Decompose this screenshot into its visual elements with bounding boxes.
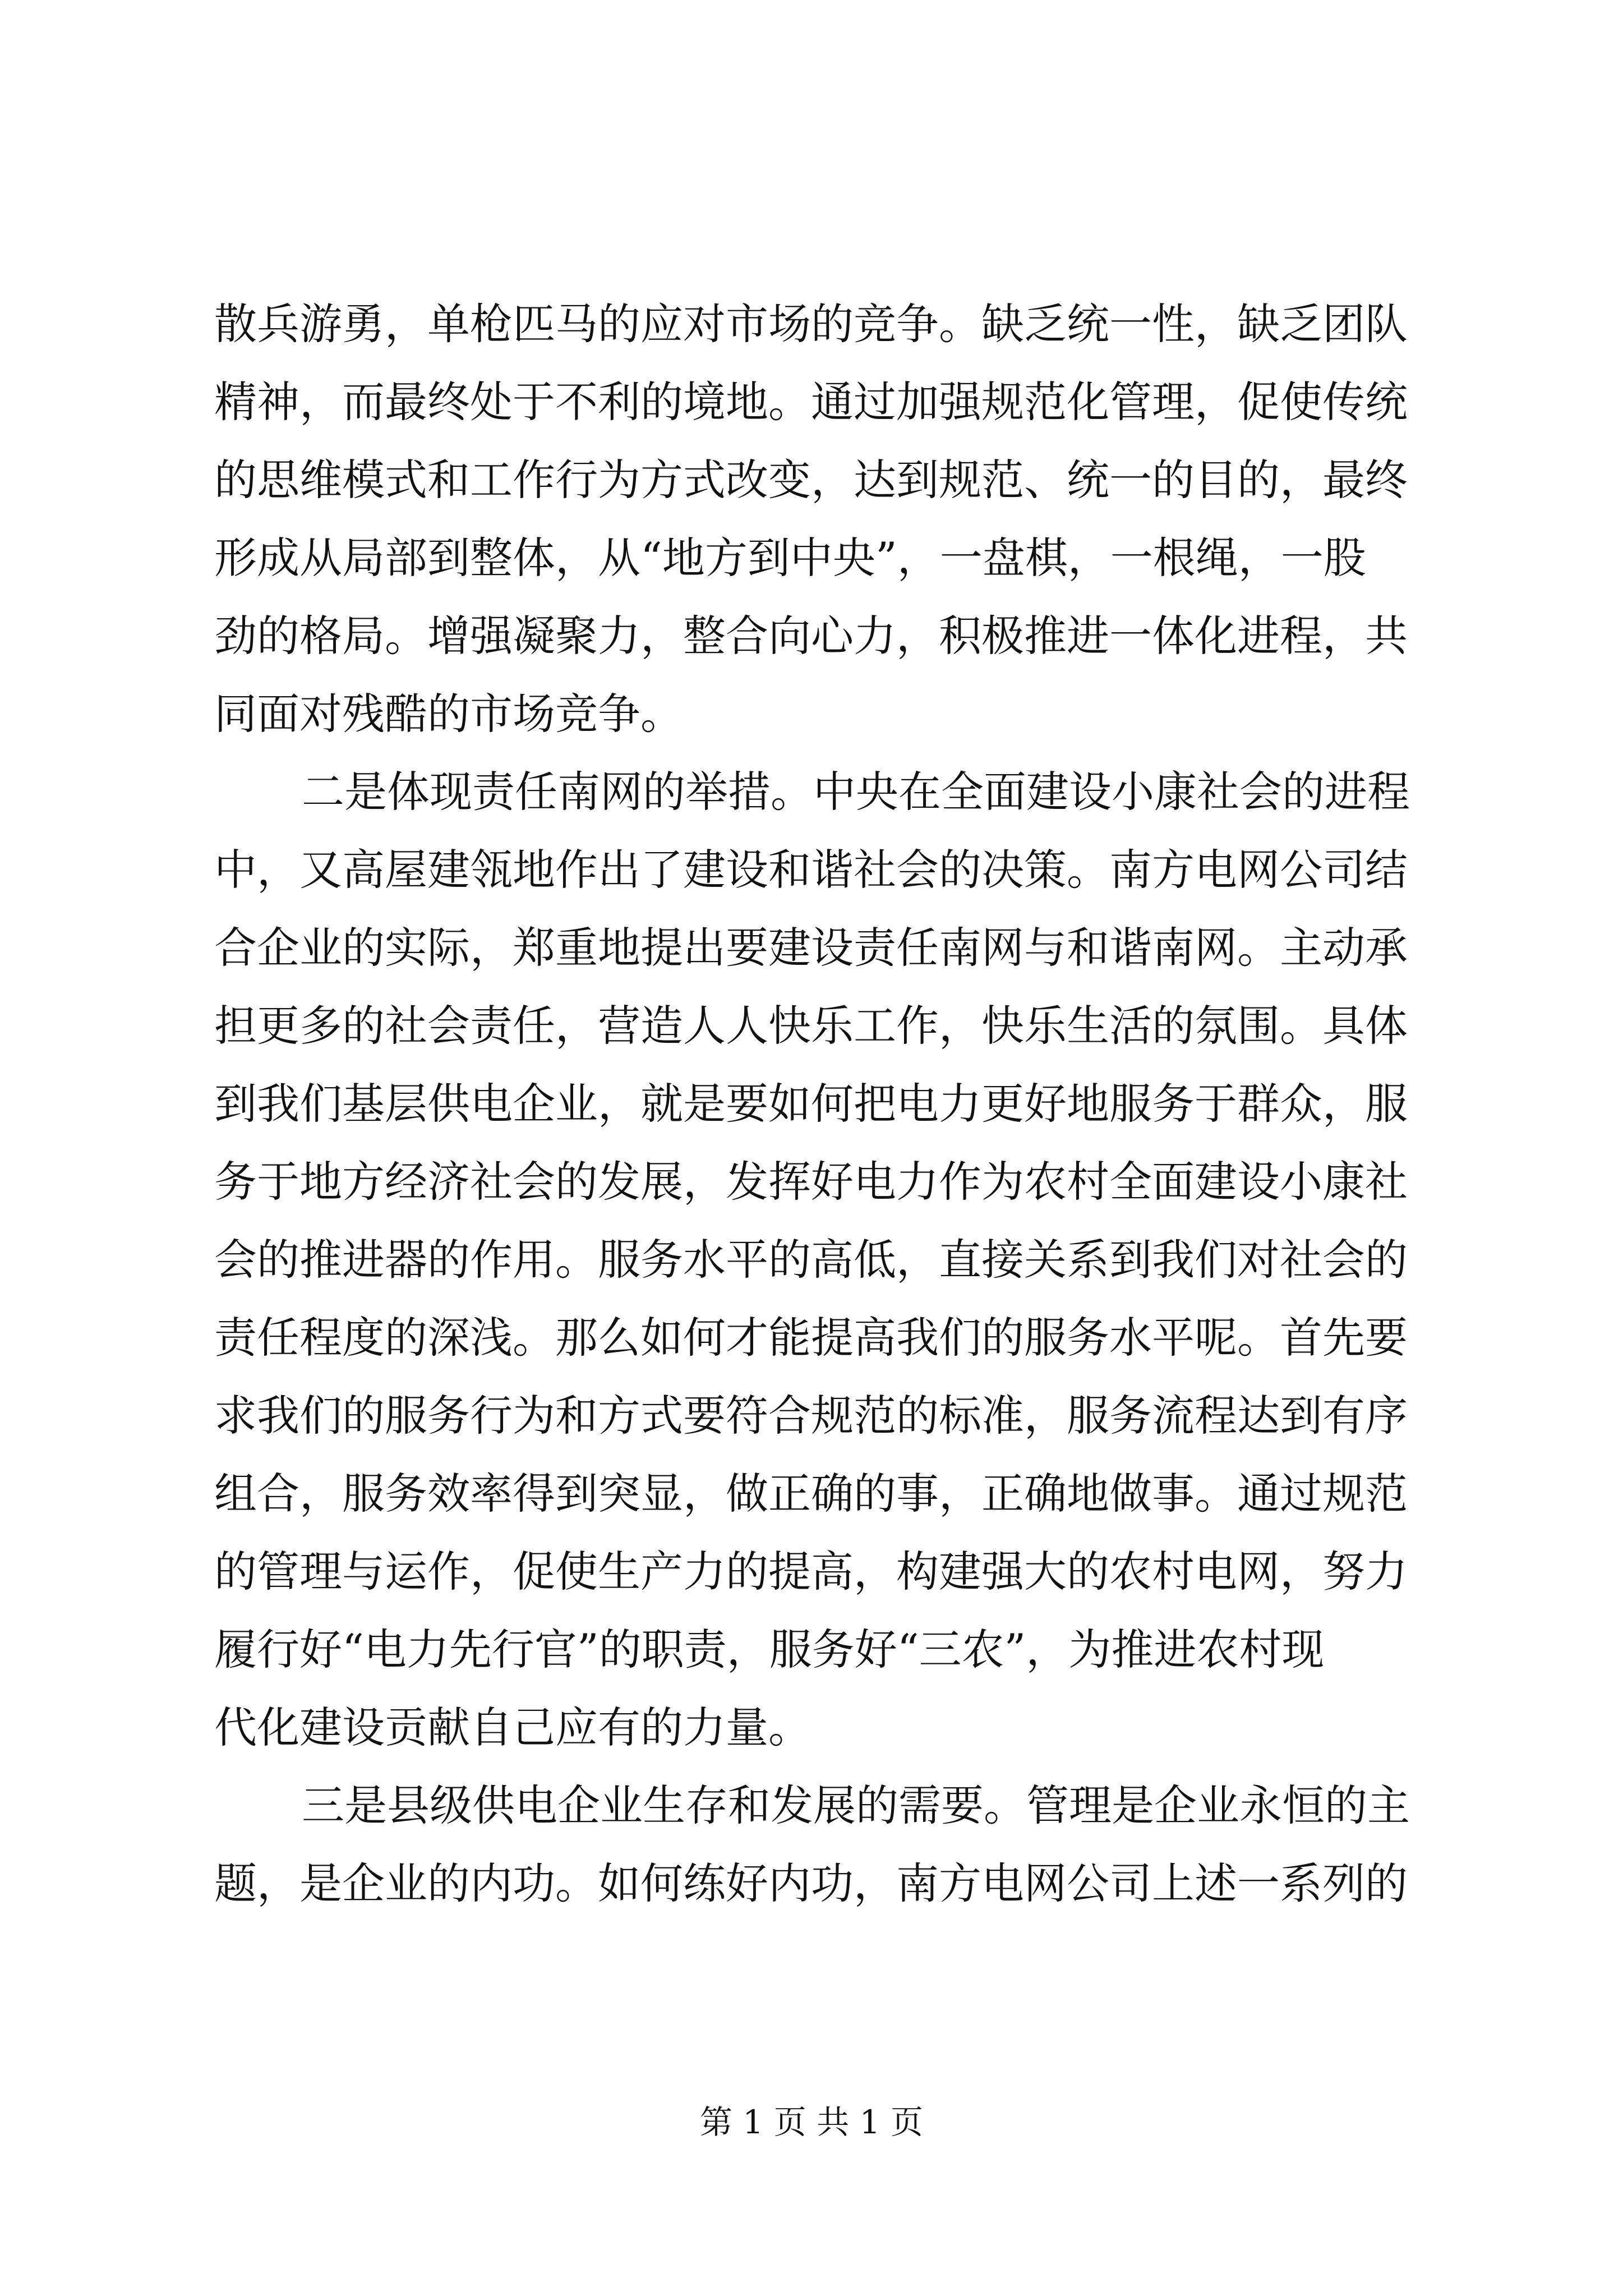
text-line: 会的推进器的作用。服务水平的高低，直接关系到我们对社会的 [214,1235,1408,1285]
text-line: 劲的格局。增强凝聚力，整合向心力，积极推进一体化进程，共 [214,611,1408,661]
text-line: 精神，而最终处于不利的境地。通过加强规范化管理，促使传统 [214,377,1408,427]
text-line: 合企业的实际，郑重地提出要建设责任南网与和谐南网。主动承 [214,923,1408,973]
text-line: 责任程度的深浅。那么如何才能提高我们的服务水平呢。首先要 [214,1313,1408,1363]
text-line: 代化建设贡献自己应有的力量。 [214,1703,811,1752]
text-line: 务于地方经济社会的发展，发挥好电力作为农村全面建设小康社 [214,1157,1408,1207]
text-line: 担更多的社会责任，营造人人快乐工作，快乐生活的氛围。具体 [214,1001,1408,1051]
paragraph-start-line: 三是县级供电企业生存和发展的需要。管理是企业永恒的主 [302,1780,1410,1830]
text-line: 中，又高屋建瓴地作出了建设和谐社会的决策。南方电网公司结 [214,845,1408,895]
text-line: 组合，服务效率得到突显，做正确的事，正确地做事。通过规范 [214,1469,1408,1519]
text-line: 的思维模式和工作行为方式改变，达到规范、统一的目的，最终 [214,455,1408,505]
paragraph-start-line: 二是体现责任南网的举措。中央在全面建设小康社会的进程 [302,767,1410,817]
text-line: 的管理与运作，促使生产力的提高，构建强大的农村电网，努力 [214,1547,1408,1596]
text-line: 同面对残酷的市场竞争。 [214,689,683,739]
page-number-footer: 第 1 页 共 1 页 [700,2103,923,2141]
text-line: 题，是企业的内功。如何练好内功，南方电网公司上述一系列的 [214,1858,1408,1908]
text-line: 到我们基层供电企业，就是要如何把电力更好地服务于群众，服 [214,1079,1408,1129]
text-line: 履行好“电力先行官”的职责，服务好“三农”，为推进农村现 [214,1625,1325,1674]
text-line: 形成从局部到整体，从“地方到中央”，一盘棋，一根绳，一股 [214,533,1366,583]
text-line: 散兵游勇，单枪匹马的应对市场的竞争。缺乏统一性，缺乏团队 [214,299,1408,349]
text-line: 求我们的服务行为和方式要符合规范的标准，服务流程达到有序 [214,1391,1408,1441]
